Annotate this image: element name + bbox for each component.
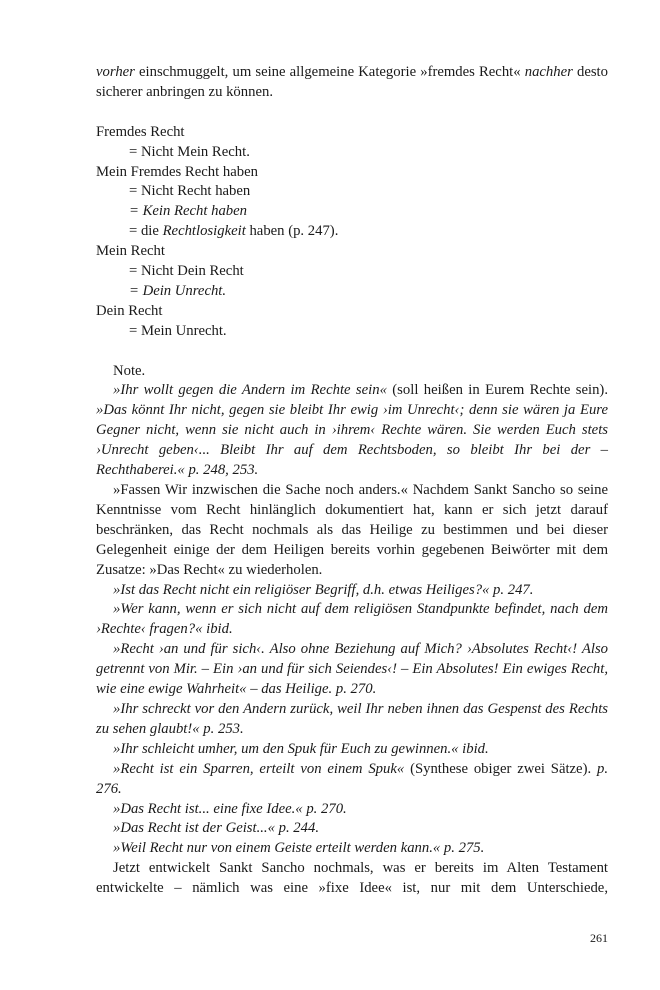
quote-comment: (soll heißen in Eurem Rechte sein). <box>386 382 608 399</box>
equation-line: = Kein Recht haben <box>129 203 247 220</box>
note-quote <box>96 381 608 481</box>
term-fremdes-recht: Fremdes Recht <box>96 123 185 140</box>
quote-text: »Ihr wollt gegen die Andern im Rechte sein« <box>113 382 387 399</box>
intro-emph-vorher: vorher <box>96 64 135 80</box>
equation-text: haben (p. 247). <box>245 223 339 240</box>
citation: »Ihr schleicht umher, um den Spuk für Euch zu gewinnen.« ibid. <box>113 740 489 757</box>
equation-line: = Nicht Recht haben <box>129 183 251 200</box>
citation <box>96 760 608 800</box>
citation: »Das Recht ist... eine fixe Idee.« p. 270. <box>113 800 347 817</box>
intro-text-2: desto sicherer anbringen zu können. <box>96 64 608 100</box>
intro-text-1: einschmuggelt, um seine allgemeine Kategorie »fremdes Recht« <box>134 64 525 80</box>
equation-line: = Dein Unrecht. <box>129 282 227 299</box>
body-paragraph: Jetzt entwickelt Sankt Sancho nochmals, was er bereits im Alten Testament entwickelte – nämlich was eine »fixe Idee« ist, nur mit dem Unterschiede, <box>96 860 608 897</box>
body-paragraph: »Fassen Wir inzwischen die Sache noch anders.« Nachdem Sankt Sancho so seine Kenntnisse vom Recht hinlänglich dokumentiert hat, kann er sich jetzt darauf beschränken, das Recht nochmals als das Heilige zu bestimmen und bei dieser Gelegenheit einige der dem Heiligen bereits vorhin gegebenen Beiwörter mit dem Zusatze: »Das Recht« zu wiederholen. <box>96 482 608 578</box>
citation: »Wer kann, wenn er sich nicht auf dem religiösen Standpunkte befindet, nach dem ›Rechte‹ fragen?« ibid. <box>96 601 608 638</box>
equation-line: = Nicht Dein Recht <box>129 263 244 280</box>
spacer <box>96 103 608 123</box>
citation-ref: p. 276. <box>96 760 609 797</box>
equation-line <box>96 222 608 242</box>
equation-line: = Nicht Mein Recht. <box>129 143 250 160</box>
page-number: 261 <box>590 931 608 945</box>
citation: »Ihr schreckt vor den Andern zurück, weil Ihr neben ihnen das Gespenst des Rechts zu sehen glaubt!« p. 253. <box>96 700 608 737</box>
citation-comment: (Synthese obiger zwei Sätze). <box>404 760 597 777</box>
page-body <box>96 63 608 899</box>
citation: »Das Recht ist der Geist...« p. 244. <box>113 820 320 837</box>
citation: »Weil Recht nur von einem Geiste erteilt werden kann.« p. 275. <box>113 840 485 857</box>
equation-text: = die <box>129 223 163 240</box>
term-dein-recht: Dein Recht <box>96 302 163 319</box>
intro-paragraph <box>96 63 608 103</box>
term-mein-fremdes-recht: Mein Fremdes Recht haben <box>96 163 258 180</box>
term-mein-recht: Mein Recht <box>96 243 165 260</box>
equation-line: = Mein Unrecht. <box>129 322 227 339</box>
citation: »Recht ›an und für sich‹. Also ohne Beziehung auf Mich? ›Absolutes Recht‹! Also getrennt von Mir. – Ein ›an und für sich Seiendes‹! – Ein Absolutes! Ein ewiges Recht, wie eine ewige Wahrheit« – das Heilige. p. 270. <box>96 641 608 698</box>
equation-block <box>96 123 608 342</box>
citation: »Ist das Recht nicht ein religiöser Begriff, d.h. etwas Heiliges?« p. 247. <box>113 581 534 598</box>
citation-text: »Recht ist ein Sparren, erteilt von einem Spuk« <box>113 760 405 777</box>
spacer <box>96 342 608 362</box>
equation-emph: Rechtlosigkeit <box>162 223 246 240</box>
note-heading: Note. <box>113 362 146 379</box>
note-section <box>96 362 608 899</box>
intro-emph-nachher: nachher <box>524 64 573 80</box>
quote-text: »Das könnt Ihr nicht, gegen sie bleibt Ihr ewig ›im Unrecht‹; denn sie wären ja Eure Gegner nicht, wenn sie nicht auch in ›ihrem‹ Rechte wären. Sie werden Euch stets ›Unrecht geben‹... Bleibt Ihr auf dem Rechtsboden, so bleibt Ihr bei der – Rechthaberei.« p. 248, 253. <box>96 402 608 479</box>
